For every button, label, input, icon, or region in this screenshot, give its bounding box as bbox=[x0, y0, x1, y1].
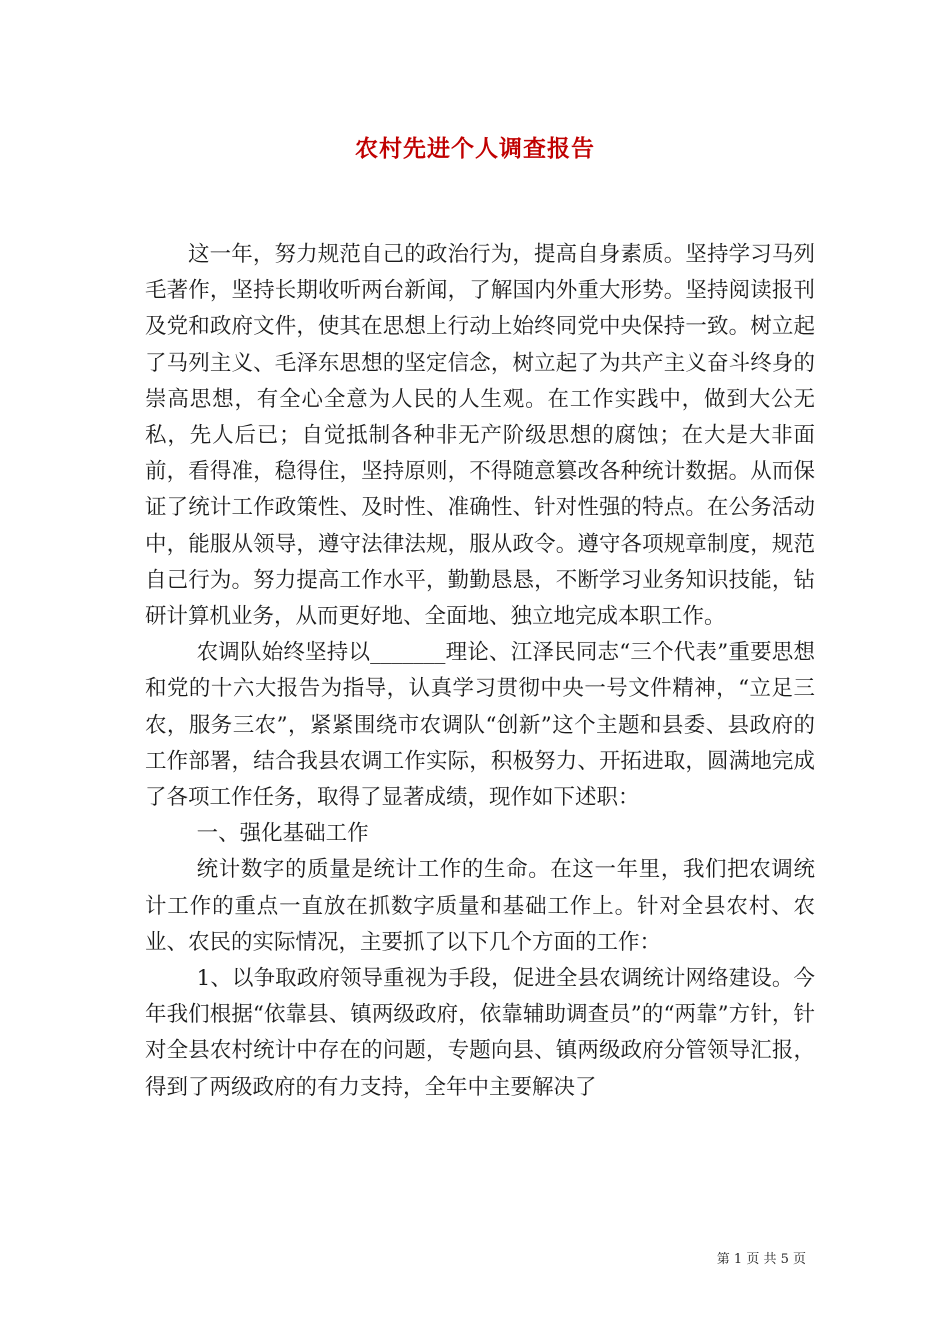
page-number: 第 1 页 共 5 页 bbox=[716, 1252, 806, 1267]
document-title: 农村先进个人调查报告 bbox=[355, 135, 595, 162]
paragraph-2: 农调队始终坚持以_______理论、江泽民同志“三个代表”重要思想和党的十六大报告为指导，认真学习贯彻中央一号文件精神，“立足三农，服务三农”，紧紧围绕市农调队“创新”这个主题和县委、县政府的工作部署，结合我县农调工作实际，积极努力、开拓进取，圆满地完成了各项工作任务，取得了显著成绩，现作如下述职： bbox=[145, 640, 815, 811]
paragraph-3: 统计数字的质量是统计工作的生命。在这一年里，我们把农调统计工作的重点一直放在抓数字质量和基础工作上。针对全县农村、农业、农民的实际情况，主要抓了以下几个方面的工作： bbox=[145, 857, 815, 955]
section-heading: 一、强化基础工作 bbox=[196, 821, 369, 847]
document-body bbox=[145, 237, 815, 1106]
paragraph-1: 这一年，努力规范自己的政治行为，提高自身素质。坚持学习马列毛著作，坚持长期收听两台新闻，了解国内外重大形势。坚持阅读报刊及党和政府文件，使其在思想上行动上始终同党中央保持一致。树立起了马列主义、毛泽东思想的坚定信念，树立起了为共产主义奋斗终身的崇高思想，有全心全意为人民的人生观。在工作实践中，做到大公无私，先人后已；自觉抵制各种非无产阶级思想的腐蚀；在大是大非面前，看得准，稳得住，坚持原则，不得随意篡改各种统计数据。从而保证了统计工作政策性、及时性、准确性、针对性强的特点。在公务活动中，能服从领导，遵守法律法规，服从政令。遵守各项规章制度，规范自己行为。努力提高工作水平，勤勤恳恳，不断学习业务知识技能，钻研计算机业务，从而更好地、全面地、独立地完成本职工作。 bbox=[145, 242, 815, 630]
paragraph-4: 1、以争取政府领导重视为手段，促进全县农调统计网络建设。今年我们根据“依靠县、镇两级政府，依靠辅助调查员”的“两靠”方针，针对全县农村统计中存在的问题，专题向县、镇两级政府分管领导汇报，得到了两级政府的有力支持，全年中主要解决了 bbox=[145, 966, 815, 1100]
